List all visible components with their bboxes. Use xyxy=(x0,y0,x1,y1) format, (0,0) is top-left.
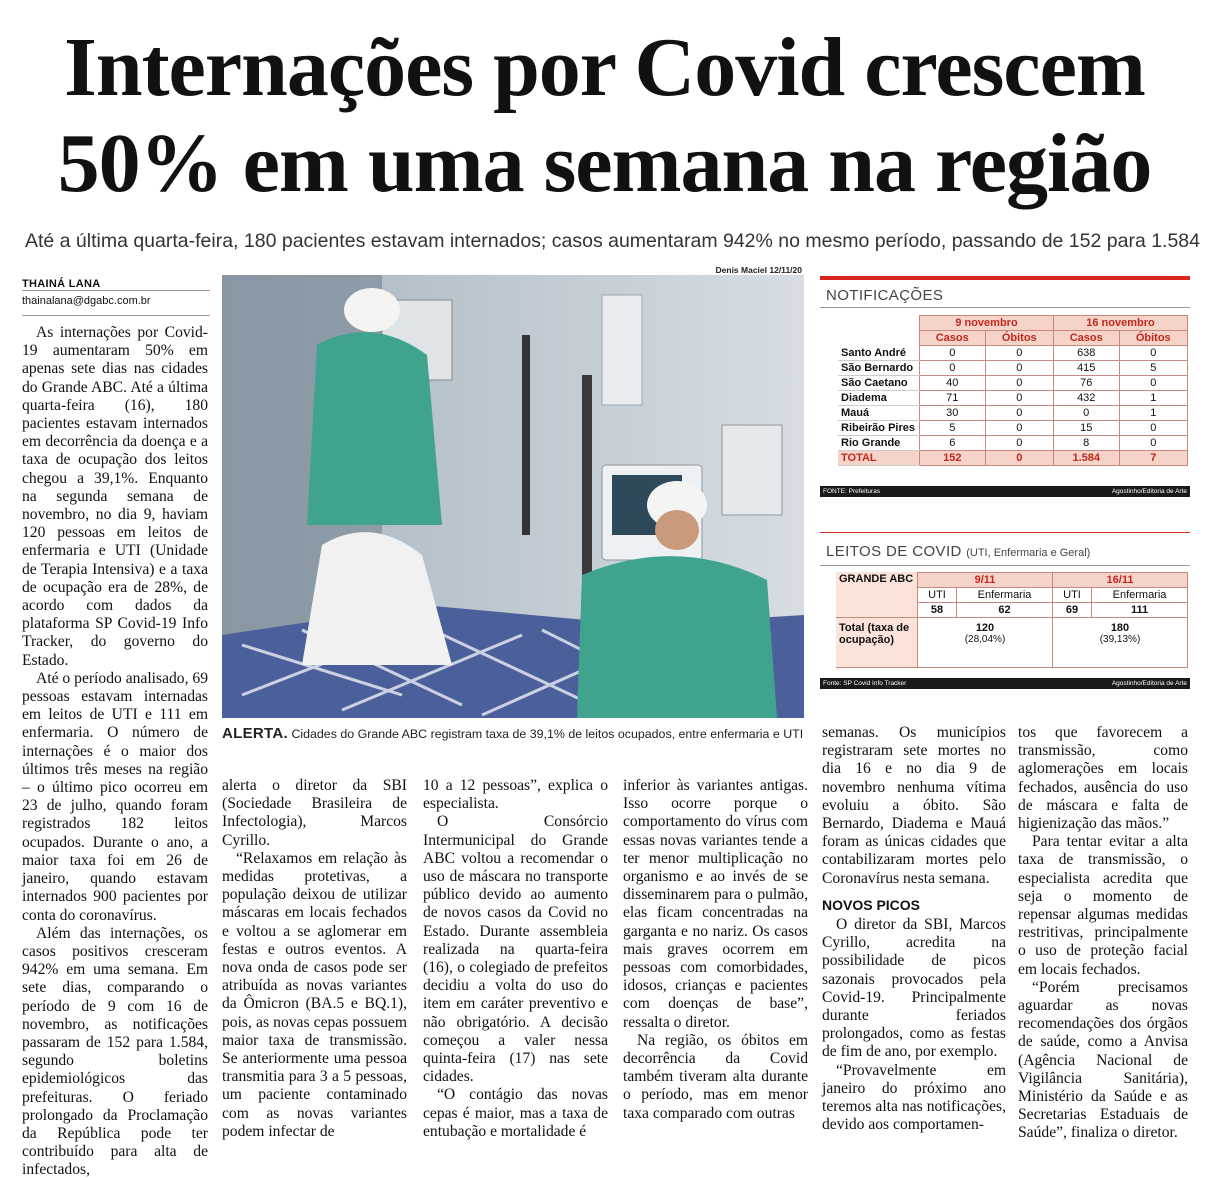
city-name: São Bernardo xyxy=(838,361,920,376)
col-header: Óbitos xyxy=(1119,331,1188,346)
notificacoes-rows xyxy=(838,346,1188,451)
table-cell: 0 xyxy=(1119,421,1188,436)
notificacoes-title: NOTIFICAÇÕES xyxy=(826,287,944,304)
table-cell: 1 xyxy=(1119,406,1188,421)
table-cell: 15 xyxy=(1053,421,1119,436)
table-cell: 0 xyxy=(1119,436,1188,451)
total-row: TOTAL 152 0 1.584 7 xyxy=(838,451,1188,466)
total-period-1: 120 (28,04%) xyxy=(918,618,1053,668)
region-label: GRANDE ABC xyxy=(836,573,918,618)
table-cell: 0 xyxy=(985,376,1053,391)
paragraph: Além das internações, os casos positivos cresceram 942% em uma semana. Em sete dias, comparando o período de 9 com 16 de novembro, as notificações passaram de 152 para 1.584, segundo boletins epidemiológicos das prefeituras. O feriado prolongado da Proclamação da República pode ter contribuído para alta de infectados, xyxy=(22,924,208,1179)
table-row xyxy=(838,376,1188,391)
total-period-2: 180 (39,13%) xyxy=(1052,618,1187,668)
city-name: Santo André xyxy=(838,346,920,361)
section-subhead: NOVOS PICOS xyxy=(822,896,921,913)
paragraph: “Provavelmente em janeiro do próximo ano teremos alta nas notificações, devido aos comportamen- xyxy=(822,1061,1006,1134)
city-name: São Caetano xyxy=(838,376,920,391)
city-name: Ribeirão Pires xyxy=(838,421,920,436)
table-cell: 0 xyxy=(985,391,1053,406)
notificacoes-table-wrap xyxy=(838,315,1188,466)
table-row xyxy=(838,391,1188,406)
table-row xyxy=(838,436,1188,451)
table-cell: 0 xyxy=(1119,376,1188,391)
byline-author: THAINÁ LANA xyxy=(22,278,101,290)
city-name: Mauá xyxy=(838,406,920,421)
table-row xyxy=(838,361,1188,376)
table-cell: 8 xyxy=(1053,436,1119,451)
paragraph: “Porém precisamos aguardar as novas recomendações dos órgãos de saúde, como a Anvisa (Agência Nacional de Vigilância Sanitária), Ministério da Saúde e as Secretarias Estaduais de Saúde”, finaliza o diretor. xyxy=(1018,978,1188,1142)
table-cell: 71 xyxy=(920,391,986,406)
paragraph: Na região, os óbitos em decorrência da Covid também tiveram alta durante o período, mas em menor taxa comparado com outras xyxy=(623,1031,808,1122)
leitos-footer xyxy=(820,678,1190,689)
col-header: Óbitos xyxy=(985,331,1053,346)
table-cell: 6 xyxy=(920,436,986,451)
table-cell: 0 xyxy=(985,361,1053,376)
paragraph: 10 a 12 pessoas”, explica o especialista. xyxy=(423,777,608,813)
notificacoes-top-bar xyxy=(820,276,1190,280)
table-row xyxy=(838,406,1188,421)
photo-caption xyxy=(222,725,812,742)
total-label: Total (taxa de ocupação) xyxy=(836,618,918,668)
period-header-2: 16 novembro xyxy=(1053,316,1187,331)
article-column-5 xyxy=(822,724,1006,1134)
caption-text: Cidades do Grande ABC registram taxa de 39,1% de leitos ocupados, entre enfermaria e UTI xyxy=(291,727,804,741)
headline-line-1: Internações por Covid crescem xyxy=(64,21,1145,114)
paragraph: “O contágio das novas cepas é maior, mas a taxa de entubação e mortalidade é xyxy=(423,1086,608,1140)
table-cell: 40 xyxy=(920,376,986,391)
art-credit: Agostinho/Editoria de Arte xyxy=(1111,488,1187,495)
table-cell: 0 xyxy=(985,346,1053,361)
col-header: Casos xyxy=(920,331,986,346)
leitos-title: LEITOS DE COVID (UTI, Enfermaria e Geral) xyxy=(826,543,1091,560)
paragraph: inferior às variantes antigas. Isso ocorre porque o comportamento do vírus com essas novas variantes tende a ter menor multiplicação no organismo e ao invés de se disseminarem para o pulmão, elas ficam concentradas na garganta e no nariz. Os casos mais graves ocorrem em pessoas com comorbidades, idosos, crianças e pacientes com doenças de base”, ressalta o diretor. xyxy=(623,777,808,1031)
paragraph: alerta o diretor da SBI (Sociedade Brasileira de Infectologia), Marcos Cyrillo. xyxy=(222,777,407,849)
paragraph: Para tentar evitar a alta taxa de transmissão, o especialista acredita que seja o momento de repensar algumas medidas restritivas, principalmente o uso de proteção facial em locais fechados. xyxy=(1018,833,1188,978)
paragraph: tos que favorecem a transmissão, como aglomerações em locais fechados, ausência do uso de máscara e falta de higienização das mãos.” xyxy=(1018,724,1188,833)
byline-email[interactable]: thainalana@dgabc.com.br xyxy=(22,295,151,307)
table-cell: 432 xyxy=(1053,391,1119,406)
source-label: FONTE: Prefeituras xyxy=(823,488,881,495)
period-header-1: 9 novembro xyxy=(920,316,1054,331)
city-name: Diadema xyxy=(838,391,920,406)
table-cell: 0 xyxy=(920,361,986,376)
table-cell: 415 xyxy=(1053,361,1119,376)
caption-lead: ALERTA. xyxy=(222,725,288,742)
paragraph: semanas. Os municípios registraram sete mortes no dia 16 e no dia 9 de novembro nenhuma vítima evoluiu a óbito. São Bernardo, Diadema e Mauá foram as únicas cidades que contabilizaram mortes pelo Coronavírus nesta semana. xyxy=(822,724,1006,887)
table-cell: 0 xyxy=(985,436,1053,451)
table-row xyxy=(838,421,1188,436)
table-cell: 1 xyxy=(1119,391,1188,406)
table-row xyxy=(838,346,1188,361)
paragraph: As internações por Covid-19 aumentaram 50% em apenas sete dias nas cidades do Grande ABC. Até a última quarta-feira (16), 180 pacientes estavam internados em decorrência da doença e a taxa de ocupação dos leitos chegou a 39,1%. Enquanto na segunda semana de novembro, no dia 9, haviam 120 pessoas em leitos de enfermaria e UTI (Unidade de Terapia Intensiva) e a taxa de ocupação era de 28%, de acordo com dados da plataforma SP Covid-19 Info Tracker, do governo do Estado. xyxy=(22,324,208,669)
article-column-2 xyxy=(222,777,407,1141)
table-cell: 0 xyxy=(985,421,1053,436)
paragraph: “Relaxamos em relação às medidas protetivas, a população deixou de utilizar máscaras em locais fechados e voltou a se aglomerar em festas e outros eventos. A nova onda de casos pode ser atribuída as novas variantes da Ômicron (BA.5 e BQ.1), pois, as novas cepas possuem maior taxa de transmissão. Se anteriormente uma pessoa transmitia para 3 a 5 pessoas, um paciente contaminado com as novas variantes podem infectar de xyxy=(222,849,407,1140)
byline-rule xyxy=(22,290,210,291)
notificacoes-table xyxy=(838,315,1188,466)
paragraph: O Consórcio Intermunicipal do Grande ABC voltou a recomendar o uso de máscara no transporte público devido ao aumento de novos casos da Covid no Estado. Durante assembleia realizada na quarta-feira (16), o colegiado de prefeitos decidiu a volta do uso do item em caráter preventivo e não obrigatório. A decisão começou a valer nessa quinta-feira (17) nas sete cidades. xyxy=(423,813,608,1086)
paragraph: O diretor da SBI, Marcos Cyrillo, acredita na possibilidade de picos sazonais provocados pela Covid-19. Principalmente durante feriados prolongados, como as festas de fim de ano, por exemplo. xyxy=(822,916,1006,1061)
table-cell: 0 xyxy=(985,406,1053,421)
date-header-1: 9/11 xyxy=(918,573,1053,588)
table-cell: 638 xyxy=(1053,346,1119,361)
city-name: Rio Grande xyxy=(838,436,920,451)
leitos-table-wrap xyxy=(836,572,1188,668)
subheadline: Até a última quarta-feira, 180 pacientes estavam internados; casos aumentaram 942% no mesmo período, passando de 152 para 1.584 xyxy=(24,230,1200,252)
hospital-photo xyxy=(222,275,804,718)
byline-rule-2 xyxy=(22,315,210,316)
table-cell: 5 xyxy=(920,421,986,436)
paragraph: Até o período analisado, 69 pessoas estavam internadas em leitos de UTI e 111 em enfermaria. O número de internações é o maior dos últimos três meses na região – o último pico ocorreu em 23 de julho, quando foram registrados 182 leitos ocupados. Durante o ano, a maior taxa foi em 26 de janeiro, quando estavam internados 900 pacientes por conta do coronavírus. xyxy=(22,669,208,924)
notificacoes-footer xyxy=(820,486,1190,497)
article-column-3 xyxy=(423,777,608,1141)
article-column-4 xyxy=(623,777,808,1123)
divider xyxy=(820,307,1190,308)
hospital-photo-illustration xyxy=(222,275,804,718)
source-label: Fonte: SP Covid Info Tracker xyxy=(823,680,907,687)
leitos-top-rule xyxy=(820,532,1190,533)
headline xyxy=(0,20,1209,212)
divider xyxy=(820,565,1190,566)
photo-credit: Denis Maciel 12/11/20 xyxy=(715,265,802,275)
table-cell: 0 xyxy=(1119,346,1188,361)
table-cell: 0 xyxy=(920,346,986,361)
table-cell: 0 xyxy=(1053,406,1119,421)
table-cell: 5 xyxy=(1119,361,1188,376)
article-column-6 xyxy=(1018,724,1188,1143)
date-header-2: 16/11 xyxy=(1052,573,1187,588)
art-credit: Agostinho/Editoria de Arte xyxy=(1111,680,1187,687)
headline-line-2: 50% em uma semana na região xyxy=(57,117,1152,210)
col-header: Casos xyxy=(1053,331,1119,346)
table-cell: 30 xyxy=(920,406,986,421)
article-column-1 xyxy=(22,324,208,1180)
table-cell: 76 xyxy=(1053,376,1119,391)
leitos-table: GRANDE ABC 9/11 16/11 UTI Enfermaria UTI Enfermaria 58 62 69 111 Total (taxa de ocupação) 120 (28,04%) 180 (39,13%) xyxy=(836,572,1188,668)
